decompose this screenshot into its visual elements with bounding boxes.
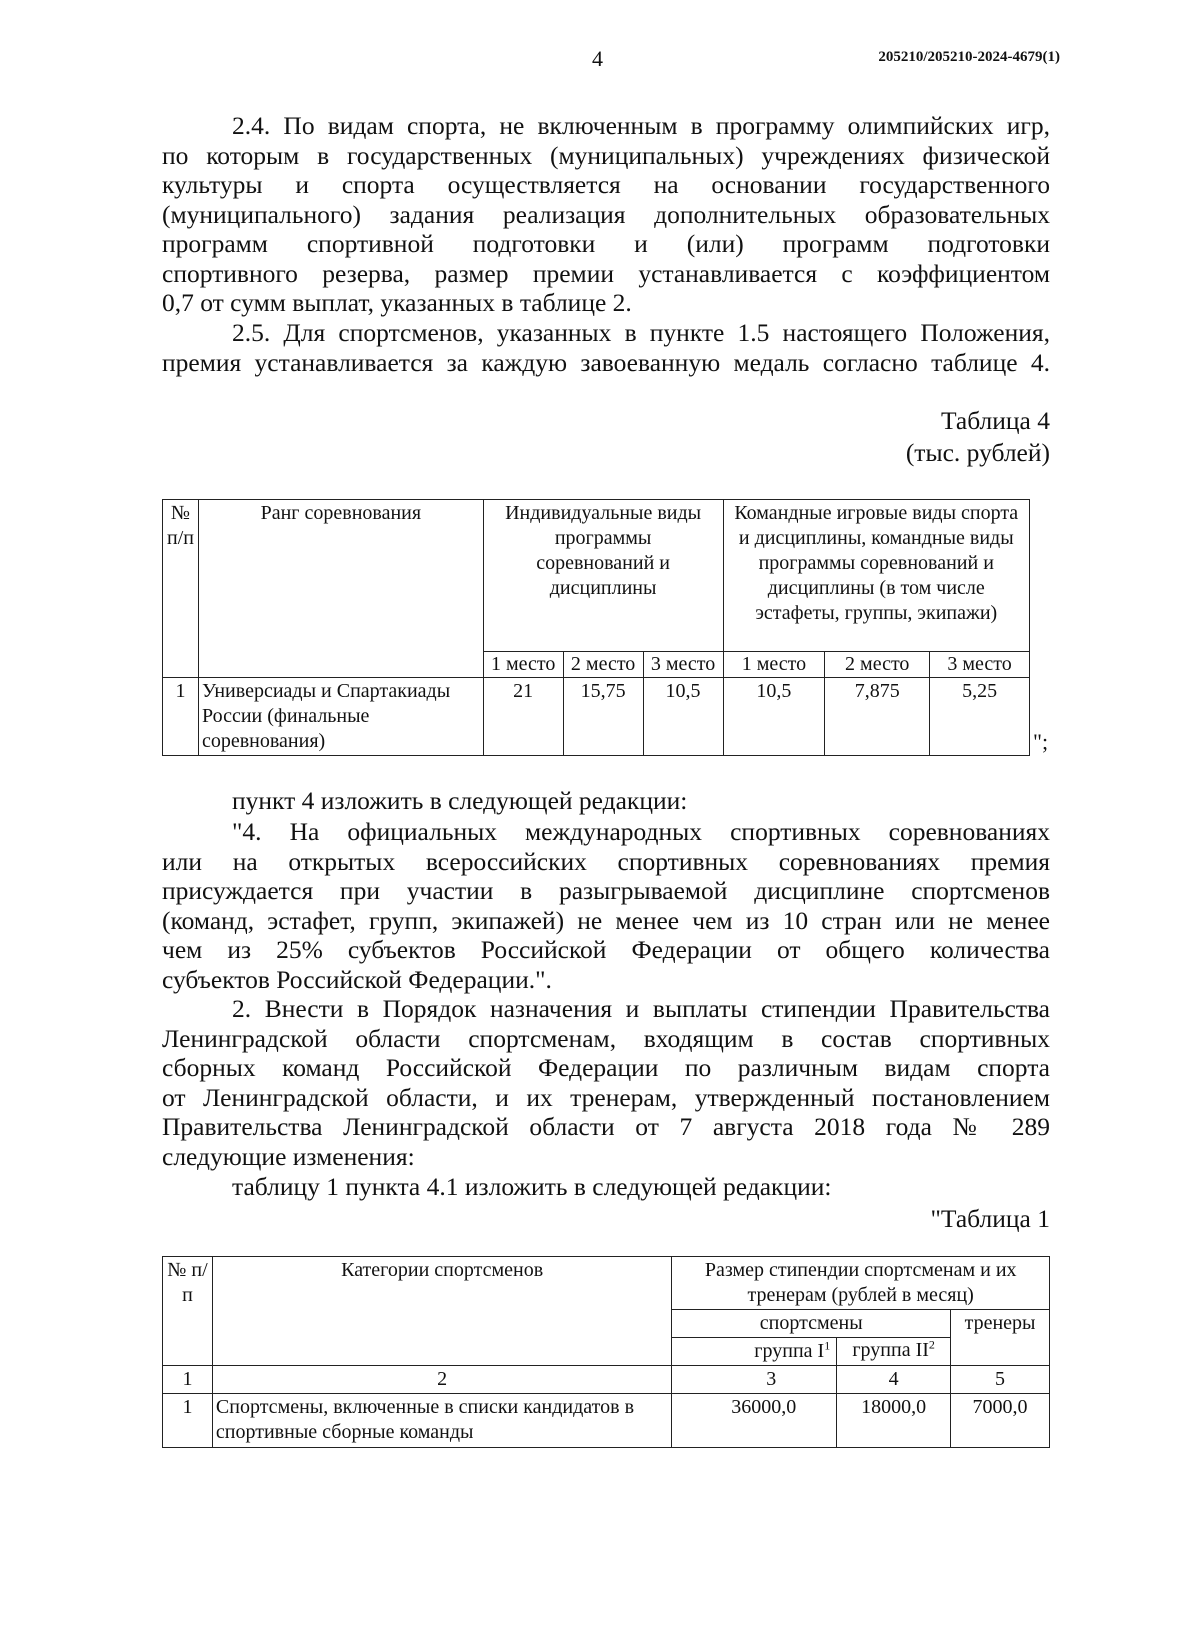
text-line: чем из 25% субъектов Российской Федерации от общего количества bbox=[162, 935, 1050, 964]
table1-caption: "Таблица 1 bbox=[930, 1204, 1050, 1233]
text-line: по которым в государственных (муниципальных) учреждениях физической bbox=[162, 140, 1050, 170]
text-line: 0,7 от сумм выплат, указанных в таблице 2. bbox=[162, 288, 632, 317]
table1-value-coaches: 7000,0 bbox=[951, 1394, 1050, 1448]
text-line: программ спортивной подготовки и (или) программ подготовки bbox=[162, 229, 1050, 258]
paragraph-2-5 bbox=[162, 318, 1050, 377]
table4-value: 10,5 bbox=[643, 678, 723, 756]
table4-place-header: 2 место bbox=[563, 652, 643, 678]
table4-place-header: 3 место bbox=[930, 652, 1030, 678]
text-line: 2.5. Для спортсменов, указанных в пункте 1.5 настоящего Положения, bbox=[232, 318, 1050, 347]
text-line: субъектов Российской Федерации.". bbox=[162, 964, 552, 994]
table1-header-athletes: спортсмены bbox=[672, 1310, 951, 1338]
text-line: культуры и спорта осуществляется на основании государственного bbox=[162, 170, 1050, 199]
table4-place-header: 2 место bbox=[825, 652, 930, 678]
table4-value: 10,5 bbox=[723, 678, 825, 756]
table4-units: (тыс. рублей) bbox=[905, 438, 1050, 467]
table-4 bbox=[162, 499, 1030, 756]
text-line: 2.4. По видам спорта, не включенным в программу олимпийских игр, bbox=[232, 111, 1050, 140]
text-line: Правительства Ленинградской области от 7 августа 2018 года № 289 bbox=[162, 1112, 1050, 1141]
table1-col-number: 4 bbox=[837, 1366, 951, 1394]
table1-header-group2: группа $II^2$ bbox=[837, 1338, 951, 1366]
table4-value: 5,25 bbox=[930, 678, 1030, 756]
text-line: премия устанавливается за каждую завоеванную медаль согласно таблице 4. bbox=[162, 347, 1050, 377]
point4-text bbox=[162, 817, 1050, 994]
table1-row-number: 1 bbox=[163, 1394, 213, 1448]
table4-row-number: 1 bbox=[163, 678, 199, 756]
table1-header-category: Категории спортсменов bbox=[212, 1257, 671, 1366]
text-line: сборных команд Российской Федерации по различным видам спорта bbox=[162, 1053, 1050, 1082]
table4-caption: Таблица 4 bbox=[940, 406, 1050, 435]
table1-value-group2: 18000,0 bbox=[837, 1394, 951, 1448]
paragraph-2-4 bbox=[162, 111, 1050, 318]
table-1 bbox=[162, 1256, 1050, 1448]
text-line: следующие изменения: bbox=[162, 1141, 415, 1171]
document-id: 205210/205210-2024-4679(1) bbox=[878, 49, 1060, 65]
table4-place-header: 1 место bbox=[483, 652, 563, 678]
table4-header-individual: Индивидуальные виды программы соревнований и дисциплины bbox=[483, 500, 723, 652]
table1-col-number: 5 bbox=[951, 1366, 1050, 1394]
text-line: "4. На официальных международных спортивных соревнованиях bbox=[232, 817, 1050, 846]
text-line: (муниципального) задания реализация дополнительных образовательных bbox=[162, 199, 1050, 229]
table1-value-group1: 36000,0 bbox=[672, 1394, 837, 1448]
table1-intro: таблицу 1 пункта 4.1 изложить в следующей редакции: bbox=[232, 1172, 832, 1201]
table1-header-number: № п/п bbox=[163, 1257, 213, 1366]
text-line: присуждается при участии в разыгрываемой дисциплине спортсменов bbox=[162, 876, 1050, 905]
text-line: 2. Внести в Порядок назначения и выплаты стипендии Правительства bbox=[232, 994, 1050, 1023]
page-number: 4 bbox=[592, 46, 603, 71]
table1-header-coaches: тренеры bbox=[951, 1310, 1050, 1366]
table4-close-mark: "; bbox=[1033, 729, 1049, 754]
table1-header-group1: группа $I^1$ bbox=[672, 1338, 837, 1366]
table4-value: 21 bbox=[483, 678, 563, 756]
table4-header-team: Командные игровые виды спорта и дисциплины, командные виды программы соревнований и дисциплины (в том числе эстафеты, группы, экипажи) bbox=[723, 500, 1029, 652]
table4-header-rank: Ранг соревнования bbox=[198, 500, 483, 678]
table1-header-size: Размер стипендии спортсменам и их тренерам (рублей в месяц) bbox=[672, 1257, 1050, 1310]
table1-row-name: Спортсмены, включенные в списки кандидатов в спортивные сборные команды bbox=[212, 1394, 671, 1448]
table4-row-name: Универсиады и Спартакиады России (финальные соревнования) bbox=[198, 678, 483, 756]
table4-place-header: 3 место bbox=[643, 652, 723, 678]
point4-intro: пункт 4 изложить в следующей редакции: bbox=[232, 786, 688, 815]
table4-value: 15,75 bbox=[563, 678, 643, 756]
table4-value: 7,875 bbox=[825, 678, 930, 756]
text-line: спортивного резерва, размер премии устанавливается с коэффициентом bbox=[162, 258, 1050, 288]
table4-header-number: № п/п bbox=[163, 500, 199, 678]
text-line: или на открытых всероссийских спортивных соревнованиях премия bbox=[162, 846, 1050, 876]
text-line: Ленинградской области спортсменам, входящим в состав спортивных bbox=[162, 1023, 1050, 1053]
table4-place-header: 1 место bbox=[723, 652, 825, 678]
table1-col-number: 2 bbox=[212, 1366, 671, 1394]
table1-col-number: 3 bbox=[672, 1366, 837, 1394]
text-line: (команд, эстафет, групп, экипажей) не менее чем из 10 стран или не менее bbox=[162, 905, 1050, 935]
section-2-text bbox=[162, 994, 1050, 1171]
table1-col-number: 1 bbox=[163, 1366, 213, 1394]
text-line: от Ленинградской области, и их тренерам, утвержденный постановлением bbox=[162, 1082, 1050, 1112]
